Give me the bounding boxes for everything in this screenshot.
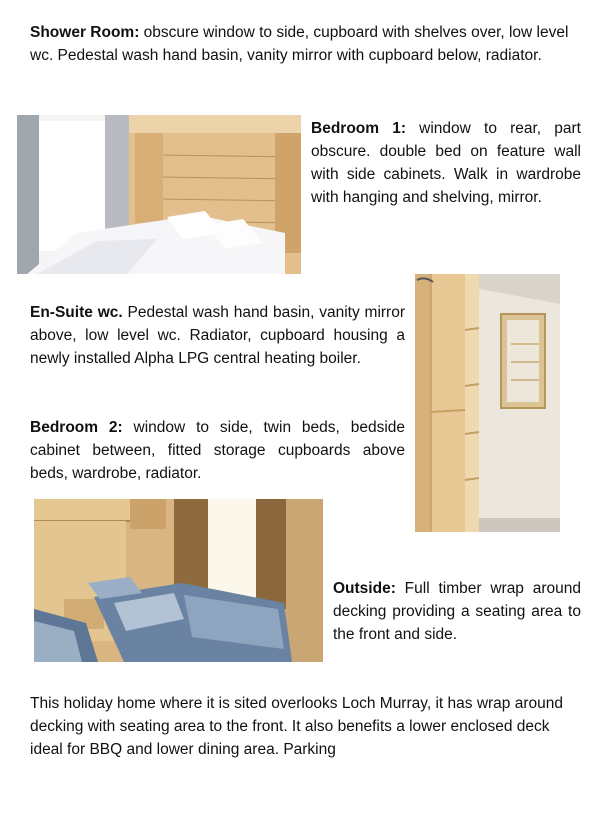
ensuite-heading: En-Suite wc.: [30, 304, 123, 321]
bedroom2-heading: Bedroom 2:: [30, 419, 123, 436]
bedroom1-photo: [17, 115, 301, 274]
outside-text: Full timber wrap around decking providing a seating area to the front and side.: [333, 580, 581, 643]
summary-paragraph: This holiday home where it is sited overlooks Loch Murray, it has wrap around decking with seating area to the front. It also benefits a lower enclosed deck ideal for BBQ and lower dining area. Parking: [30, 695, 563, 758]
bedroom2-text: window to side, twin beds, bedside cabinet between, fitted storage cupboards above beds, wardrobe, radiator.: [30, 419, 405, 482]
ensuite-paragraph: [30, 301, 405, 370]
ensuite-text: Pedestal wash hand basin, vanity mirror above, low level wc. Radiator, cupboard housing a newly installed Alpha LPG central heating boiler.: [30, 304, 405, 367]
bedroom2-paragraph: [30, 416, 405, 485]
bedroom1-text: window to rear, part obscure. double bed on feature wall with side cabinets. Walk in wardrobe with hanging and shelving, mirror.: [311, 120, 581, 206]
bedroom1-paragraph: [311, 117, 581, 209]
outside-paragraph: [333, 577, 581, 646]
shower-room-text: obscure window to side, cupboard with shelves over, low level wc. Pedestal wash hand basin, vanity mirror with cupboard below, radiator.: [30, 24, 569, 64]
bedroom2-photo: [34, 499, 323, 662]
shower-room-paragraph: [30, 21, 582, 67]
shower-room-heading: Shower Room:: [30, 24, 140, 41]
wardrobe-photo: [415, 274, 560, 532]
bedroom1-heading: Bedroom 1:: [311, 120, 406, 137]
outside-heading: Outside:: [333, 580, 396, 597]
